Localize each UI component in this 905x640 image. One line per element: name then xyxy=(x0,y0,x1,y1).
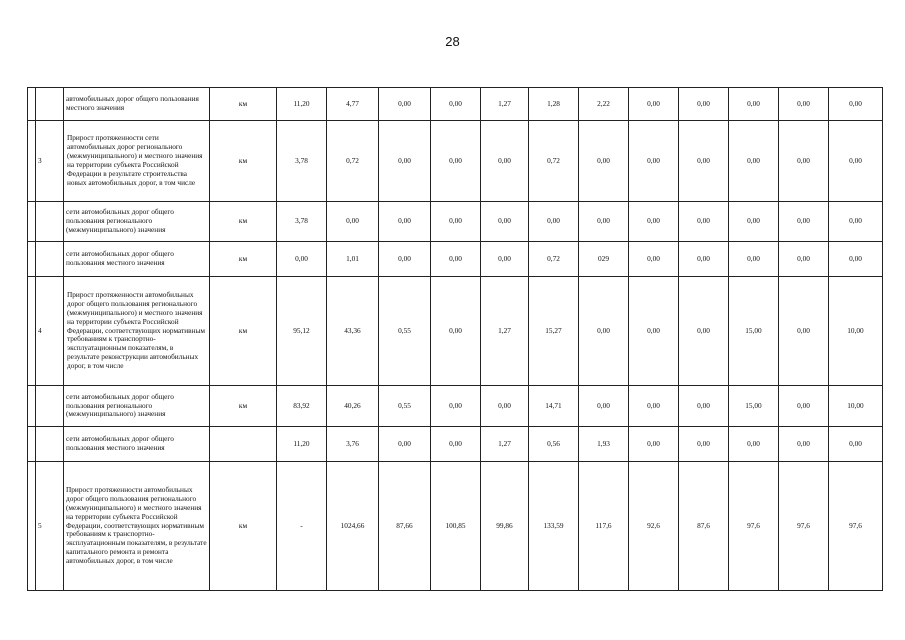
value-cell: 133,59 xyxy=(529,462,579,591)
value-cell: 0,00 xyxy=(431,242,481,277)
row-edge-cell xyxy=(28,462,36,591)
indicator-name-cell: сети автомобильных дорог общего пользования местного значения xyxy=(64,427,210,462)
value-cell: 43,36 xyxy=(327,277,379,386)
value-cell: 0,00 xyxy=(679,121,729,202)
value-cell: 0,00 xyxy=(579,202,629,242)
value-cell: 0,00 xyxy=(779,242,829,277)
value-cell: 0,00 xyxy=(327,202,379,242)
value-cell: 029 xyxy=(579,242,629,277)
value-cell: 0,00 xyxy=(829,88,883,121)
value-cell: 0,00 xyxy=(729,88,779,121)
table-row xyxy=(28,462,883,591)
value-cell: - xyxy=(277,462,327,591)
value-cell: 0,00 xyxy=(481,242,529,277)
value-cell: 0,00 xyxy=(579,277,629,386)
row-edge-cell xyxy=(28,242,36,277)
row-number-cell xyxy=(36,427,64,462)
value-cell: 0,00 xyxy=(779,202,829,242)
value-cell: 0,00 xyxy=(829,242,883,277)
value-cell: 83,92 xyxy=(277,386,327,427)
indicator-name-cell: Прирост протяженности автомобильных дорог общего пользования регионального (межмуниципального) и местного значения на территории субъекта Российской Федерации, соответствующих нормативным требованиям к транспортно-эксплуатационным показателям, в результате капитального ремонта и ремонта автомобильных дорог, в том числе xyxy=(64,462,210,591)
indicators-table xyxy=(27,87,883,591)
value-cell: 40,26 xyxy=(327,386,379,427)
value-cell: 0,00 xyxy=(779,277,829,386)
value-cell: 99,86 xyxy=(481,462,529,591)
value-cell: 1,27 xyxy=(481,277,529,386)
row-edge-cell xyxy=(28,427,36,462)
value-cell: 3,78 xyxy=(277,202,327,242)
table-row xyxy=(28,386,883,427)
value-cell: 0,00 xyxy=(431,277,481,386)
indicator-name-cell: сети автомобильных дорог общего пользования регионального (межмуниципального) значения xyxy=(64,386,210,427)
indicator-name-cell: сети автомобильных дорог общего пользования местного значения xyxy=(64,242,210,277)
value-cell: 0,00 xyxy=(481,386,529,427)
value-cell: 97,6 xyxy=(779,462,829,591)
value-cell: 0,00 xyxy=(829,427,883,462)
row-number-cell xyxy=(36,386,64,427)
value-cell: 0,00 xyxy=(829,202,883,242)
indicator-name-cell: сети автомобильных дорог общего пользования регионального (межмуниципального) значения xyxy=(64,202,210,242)
row-number-cell xyxy=(36,202,64,242)
value-cell: 14,71 xyxy=(529,386,579,427)
value-cell: 0,00 xyxy=(679,427,729,462)
value-cell: 0,00 xyxy=(277,242,327,277)
value-cell: 117,6 xyxy=(579,462,629,591)
value-cell: 2,22 xyxy=(579,88,629,121)
value-cell: 0,00 xyxy=(679,386,729,427)
value-cell: 97,6 xyxy=(829,462,883,591)
value-cell: 1,28 xyxy=(529,88,579,121)
value-cell: 0,00 xyxy=(379,427,431,462)
value-cell: 1,01 xyxy=(327,242,379,277)
value-cell: 0,00 xyxy=(829,121,883,202)
table-row xyxy=(28,242,883,277)
value-cell: 0,00 xyxy=(729,242,779,277)
value-cell: 0,00 xyxy=(431,202,481,242)
value-cell: 0,00 xyxy=(431,88,481,121)
unit-cell: км xyxy=(210,121,277,202)
row-number-cell: 5 xyxy=(36,462,64,591)
value-cell: 87,6 xyxy=(679,462,729,591)
table-row xyxy=(28,88,883,121)
row-edge-cell xyxy=(28,386,36,427)
table-row xyxy=(28,277,883,386)
value-cell: 15,00 xyxy=(729,386,779,427)
unit-cell: км xyxy=(210,462,277,591)
value-cell: 97,6 xyxy=(729,462,779,591)
indicator-name-cell: Прирост протяженности сети автомобильных дорог регионального (межмуниципального) и местного значения на территории субъекта Российской Федерации в результате строительства новых автомобильных дорог, в том числе xyxy=(64,121,210,202)
value-cell: 0,55 xyxy=(379,277,431,386)
value-cell: 0,00 xyxy=(629,121,679,202)
row-edge-cell xyxy=(28,88,36,121)
value-cell: 3,78 xyxy=(277,121,327,202)
value-cell: 0,00 xyxy=(729,121,779,202)
value-cell: 0,00 xyxy=(629,88,679,121)
row-number-cell: 3 xyxy=(36,121,64,202)
value-cell: 0,00 xyxy=(679,88,729,121)
indicator-name-cell: автомобильных дорог общего пользования местного значения xyxy=(64,88,210,121)
value-cell: 10,00 xyxy=(829,277,883,386)
value-cell: 0,00 xyxy=(629,386,679,427)
table-row xyxy=(28,121,883,202)
value-cell: 0,00 xyxy=(679,242,729,277)
value-cell: 0,00 xyxy=(779,427,829,462)
value-cell: 0,00 xyxy=(579,386,629,427)
value-cell: 0,00 xyxy=(729,427,779,462)
value-cell: 0,00 xyxy=(431,121,481,202)
value-cell: 0,00 xyxy=(379,242,431,277)
row-number-cell xyxy=(36,88,64,121)
value-cell: 0,00 xyxy=(629,427,679,462)
value-cell: 0,00 xyxy=(779,386,829,427)
value-cell: 0,00 xyxy=(579,121,629,202)
value-cell: 0,00 xyxy=(679,202,729,242)
value-cell: 0,55 xyxy=(379,386,431,427)
value-cell: 0,00 xyxy=(379,88,431,121)
value-cell: 11,20 xyxy=(277,427,327,462)
row-edge-cell xyxy=(28,277,36,386)
value-cell: 100,85 xyxy=(431,462,481,591)
value-cell: 1,93 xyxy=(579,427,629,462)
value-cell: 4,77 xyxy=(327,88,379,121)
indicator-name-cell: Прирост протяженности автомобильных дорог общего пользования регионального (межмуниципального) и местного значения на территории субъекта Российской Федерации, соответствующих нормативным требованиям к транспортно-эксплуатационным показателям, в результате реконструкции автомобильных дорог, в том числе xyxy=(64,277,210,386)
value-cell: 15,00 xyxy=(729,277,779,386)
value-cell: 0,00 xyxy=(779,88,829,121)
value-cell: 0,00 xyxy=(379,202,431,242)
unit-cell: км xyxy=(210,277,277,386)
value-cell: 10,00 xyxy=(829,386,883,427)
value-cell: 0,00 xyxy=(431,386,481,427)
value-cell: 0,00 xyxy=(629,277,679,386)
value-cell: 0,72 xyxy=(529,242,579,277)
unit-cell: км xyxy=(210,202,277,242)
table-row xyxy=(28,202,883,242)
value-cell: 87,66 xyxy=(379,462,431,591)
value-cell: 95,12 xyxy=(277,277,327,386)
unit-cell: км xyxy=(210,386,277,427)
value-cell: 0,00 xyxy=(431,427,481,462)
value-cell: 0,00 xyxy=(679,277,729,386)
value-cell: 1,27 xyxy=(481,88,529,121)
unit-cell: км xyxy=(210,88,277,121)
value-cell: 0,72 xyxy=(529,121,579,202)
value-cell: 92,6 xyxy=(629,462,679,591)
row-number-cell: 4 xyxy=(36,277,64,386)
row-edge-cell xyxy=(28,121,36,202)
value-cell: 15,27 xyxy=(529,277,579,386)
row-number-cell xyxy=(36,242,64,277)
value-cell: 1024,66 xyxy=(327,462,379,591)
value-cell: 0,56 xyxy=(529,427,579,462)
page-number: 28 xyxy=(445,34,460,49)
value-cell: 0,00 xyxy=(481,202,529,242)
value-cell: 0,00 xyxy=(379,121,431,202)
row-edge-cell xyxy=(28,202,36,242)
value-cell: 0,00 xyxy=(481,121,529,202)
value-cell: 0,00 xyxy=(729,202,779,242)
value-cell: 0,00 xyxy=(629,202,679,242)
value-cell: 0,00 xyxy=(529,202,579,242)
value-cell: 0,00 xyxy=(629,242,679,277)
value-cell: 11,20 xyxy=(277,88,327,121)
unit-cell xyxy=(210,427,277,462)
value-cell: 3,76 xyxy=(327,427,379,462)
table-row xyxy=(28,427,883,462)
value-cell: 1,27 xyxy=(481,427,529,462)
unit-cell: км xyxy=(210,242,277,277)
value-cell: 0,00 xyxy=(779,121,829,202)
value-cell: 0,72 xyxy=(327,121,379,202)
